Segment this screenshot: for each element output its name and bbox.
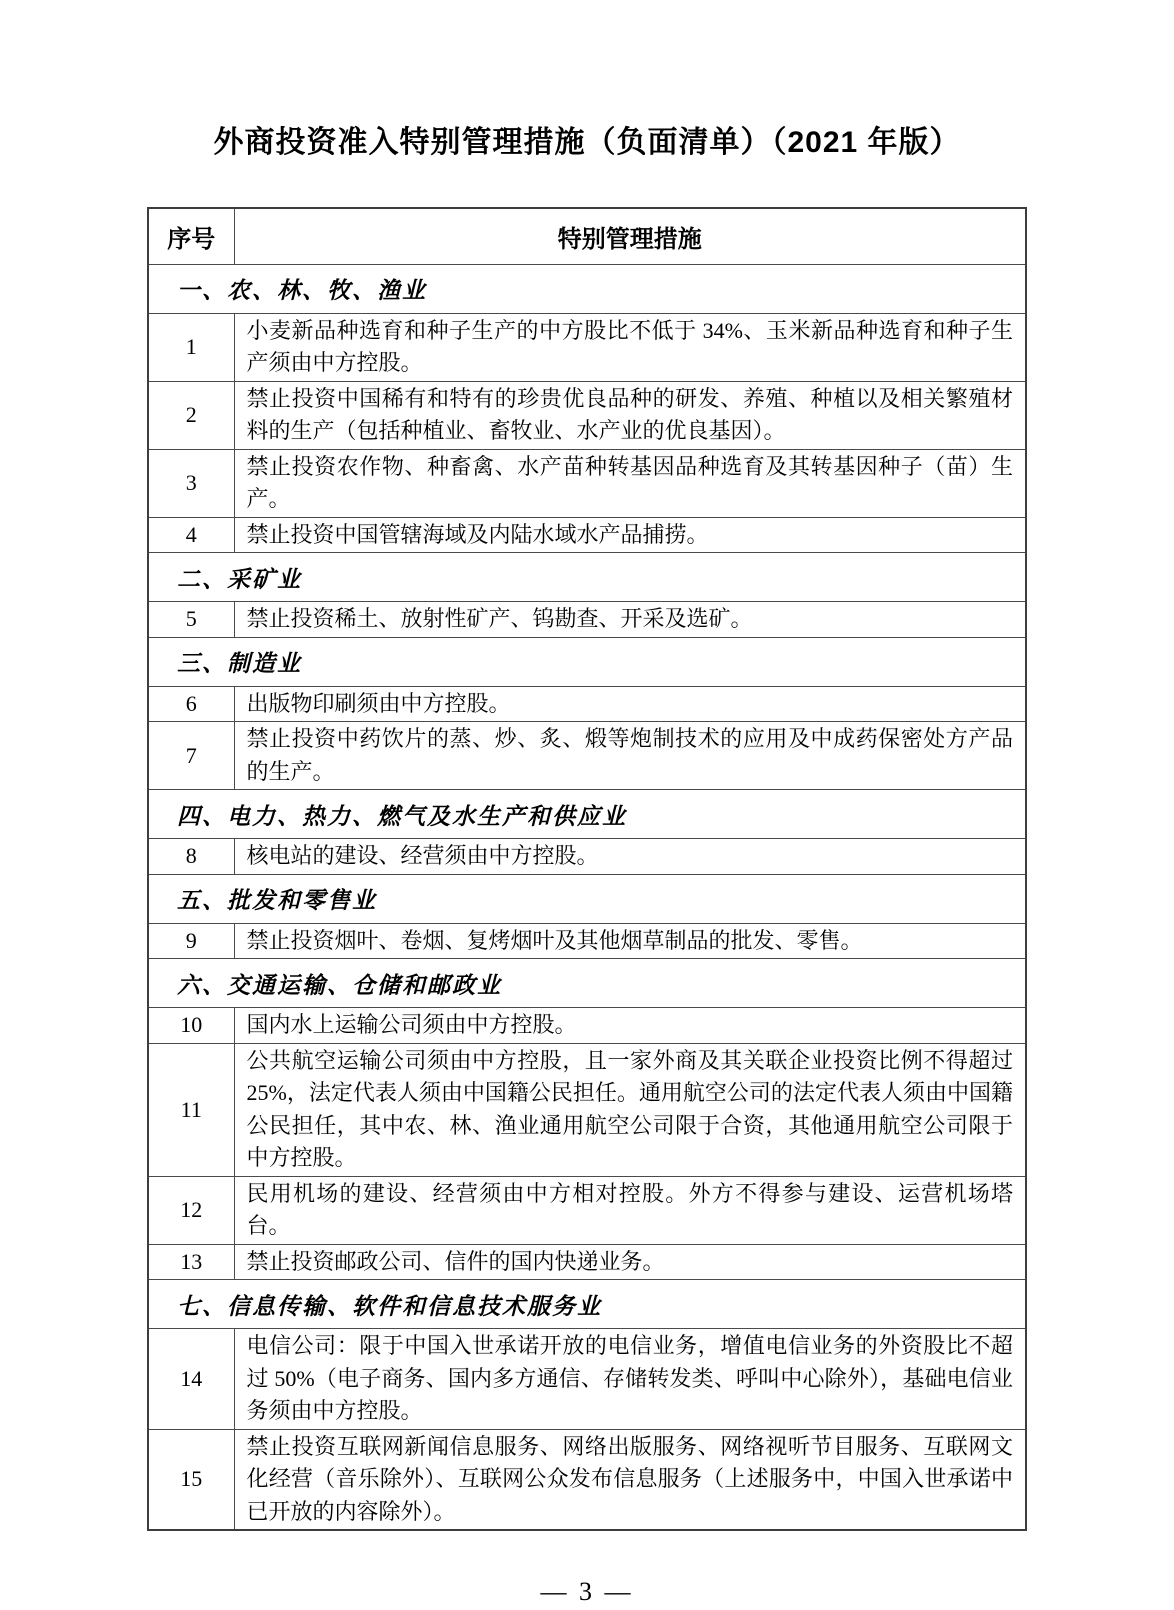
row-number: 15 bbox=[148, 1429, 234, 1530]
row-number: 2 bbox=[148, 381, 234, 449]
row-number: 3 bbox=[148, 449, 234, 517]
measure-text: 禁止投资烟叶、卷烟、复烤烟叶及其他烟草制品的批发、零售。 bbox=[234, 923, 1026, 959]
row-number: 1 bbox=[148, 313, 234, 381]
row-number: 13 bbox=[148, 1244, 234, 1280]
table-row bbox=[148, 923, 1026, 959]
row-number: 4 bbox=[148, 517, 234, 553]
row-number: 12 bbox=[148, 1176, 234, 1244]
table-header-row bbox=[148, 208, 1026, 264]
table-row bbox=[148, 1329, 1026, 1430]
row-number: 11 bbox=[148, 1043, 234, 1176]
table-row bbox=[148, 839, 1026, 875]
measure-text: 国内水上运输公司须由中方控股。 bbox=[234, 1008, 1026, 1044]
row-number: 5 bbox=[148, 602, 234, 638]
table-row bbox=[148, 381, 1026, 449]
measure-text: 禁止投资中国稀有和特有的珍贵优良品种的研发、养殖、种植以及相关繁殖材料的生产（包括种植业、畜牧业、水产业的优良基因）。 bbox=[234, 381, 1026, 449]
section-header-row bbox=[148, 959, 1026, 1008]
measures-table bbox=[147, 207, 1027, 1531]
section-header-label: 七、信息传输、软件和信息技术服务业 bbox=[148, 1280, 1026, 1329]
section-header-row bbox=[148, 553, 1026, 602]
row-number: 9 bbox=[148, 923, 234, 959]
table-row bbox=[148, 1429, 1026, 1530]
page-number: — 3 — bbox=[540, 1577, 634, 1606]
section-header-row bbox=[148, 874, 1026, 923]
column-header-no: 序号 bbox=[148, 208, 234, 264]
table-row bbox=[148, 1043, 1026, 1176]
measure-text: 禁止投资邮政公司、信件的国内快递业务。 bbox=[234, 1244, 1026, 1280]
measure-text: 电信公司：限于中国入世承诺开放的电信业务，增值电信业务的外资股比不超过 50%（电子商务、国内多方通信、存储转发类、呼叫中心除外），基础电信业务须由中方控股。 bbox=[234, 1329, 1026, 1430]
section-header-label: 四、电力、热力、燃气及水生产和供应业 bbox=[148, 790, 1026, 839]
section-header-label: 五、批发和零售业 bbox=[148, 874, 1026, 923]
section-header-label: 一、农、林、牧、渔业 bbox=[148, 264, 1026, 313]
section-header-label: 三、制造业 bbox=[148, 637, 1026, 686]
table-row bbox=[148, 1008, 1026, 1044]
table-body bbox=[148, 264, 1026, 1530]
table-row bbox=[148, 1244, 1026, 1280]
section-header-label: 二、采矿业 bbox=[148, 553, 1026, 602]
table-row bbox=[148, 686, 1026, 722]
measure-text: 禁止投资中国管辖海域及内陆水域水产品捕捞。 bbox=[234, 517, 1026, 553]
table-row bbox=[148, 602, 1026, 638]
row-number: 7 bbox=[148, 722, 234, 790]
table-row bbox=[148, 313, 1026, 381]
row-number: 8 bbox=[148, 839, 234, 875]
measure-text: 禁止投资中药饮片的蒸、炒、炙、煅等炮制技术的应用及中成药保密处方产品的生产。 bbox=[234, 722, 1026, 790]
section-header-label: 六、交通运输、仓储和邮政业 bbox=[148, 959, 1026, 1008]
row-number: 14 bbox=[148, 1329, 234, 1430]
section-header-row bbox=[148, 790, 1026, 839]
measure-text: 禁止投资互联网新闻信息服务、网络出版服务、网络视听节目服务、互联网文化经营（音乐除外）、互联网公众发布信息服务（上述服务中，中国入世承诺中已开放的内容除外）。 bbox=[234, 1429, 1026, 1530]
table-row bbox=[148, 1176, 1026, 1244]
table-row bbox=[148, 449, 1026, 517]
table-row bbox=[148, 722, 1026, 790]
measure-text: 民用机场的建设、经营须由中方相对控股。外方不得参与建设、运营机场塔台。 bbox=[234, 1176, 1026, 1244]
measure-text: 公共航空运输公司须由中方控股，且一家外商及其关联企业投资比例不得超过 25%，法定代表人须由中国籍公民担任。通用航空公司的法定代表人须由中国籍公民担任，其中农、林、渔业通用航空公司限于合资，其他通用航空公司限于中方控股。 bbox=[234, 1043, 1026, 1176]
row-number: 10 bbox=[148, 1008, 234, 1044]
measure-text: 出版物印刷须由中方控股。 bbox=[234, 686, 1026, 722]
section-header-row bbox=[148, 264, 1026, 313]
measure-text: 禁止投资农作物、种畜禽、水产苗种转基因品种选育及其转基因种子（苗）生产。 bbox=[234, 449, 1026, 517]
row-number: 6 bbox=[148, 686, 234, 722]
section-header-row bbox=[148, 1280, 1026, 1329]
table-row bbox=[148, 517, 1026, 553]
measure-text: 小麦新品种选育和种子生产的中方股比不低于 34%、玉米新品种选育和种子生产须由中方控股。 bbox=[234, 313, 1026, 381]
measure-text: 核电站的建设、经营须由中方控股。 bbox=[234, 839, 1026, 875]
column-header-measure: 特别管理措施 bbox=[234, 208, 1026, 264]
table-head bbox=[148, 208, 1026, 264]
page-title: 外商投资准入特别管理措施（负面清单）（2021 年版） bbox=[213, 126, 961, 159]
measure-text: 禁止投资稀土、放射性矿产、钨勘查、开采及选矿。 bbox=[234, 602, 1026, 638]
section-header-row bbox=[148, 637, 1026, 686]
